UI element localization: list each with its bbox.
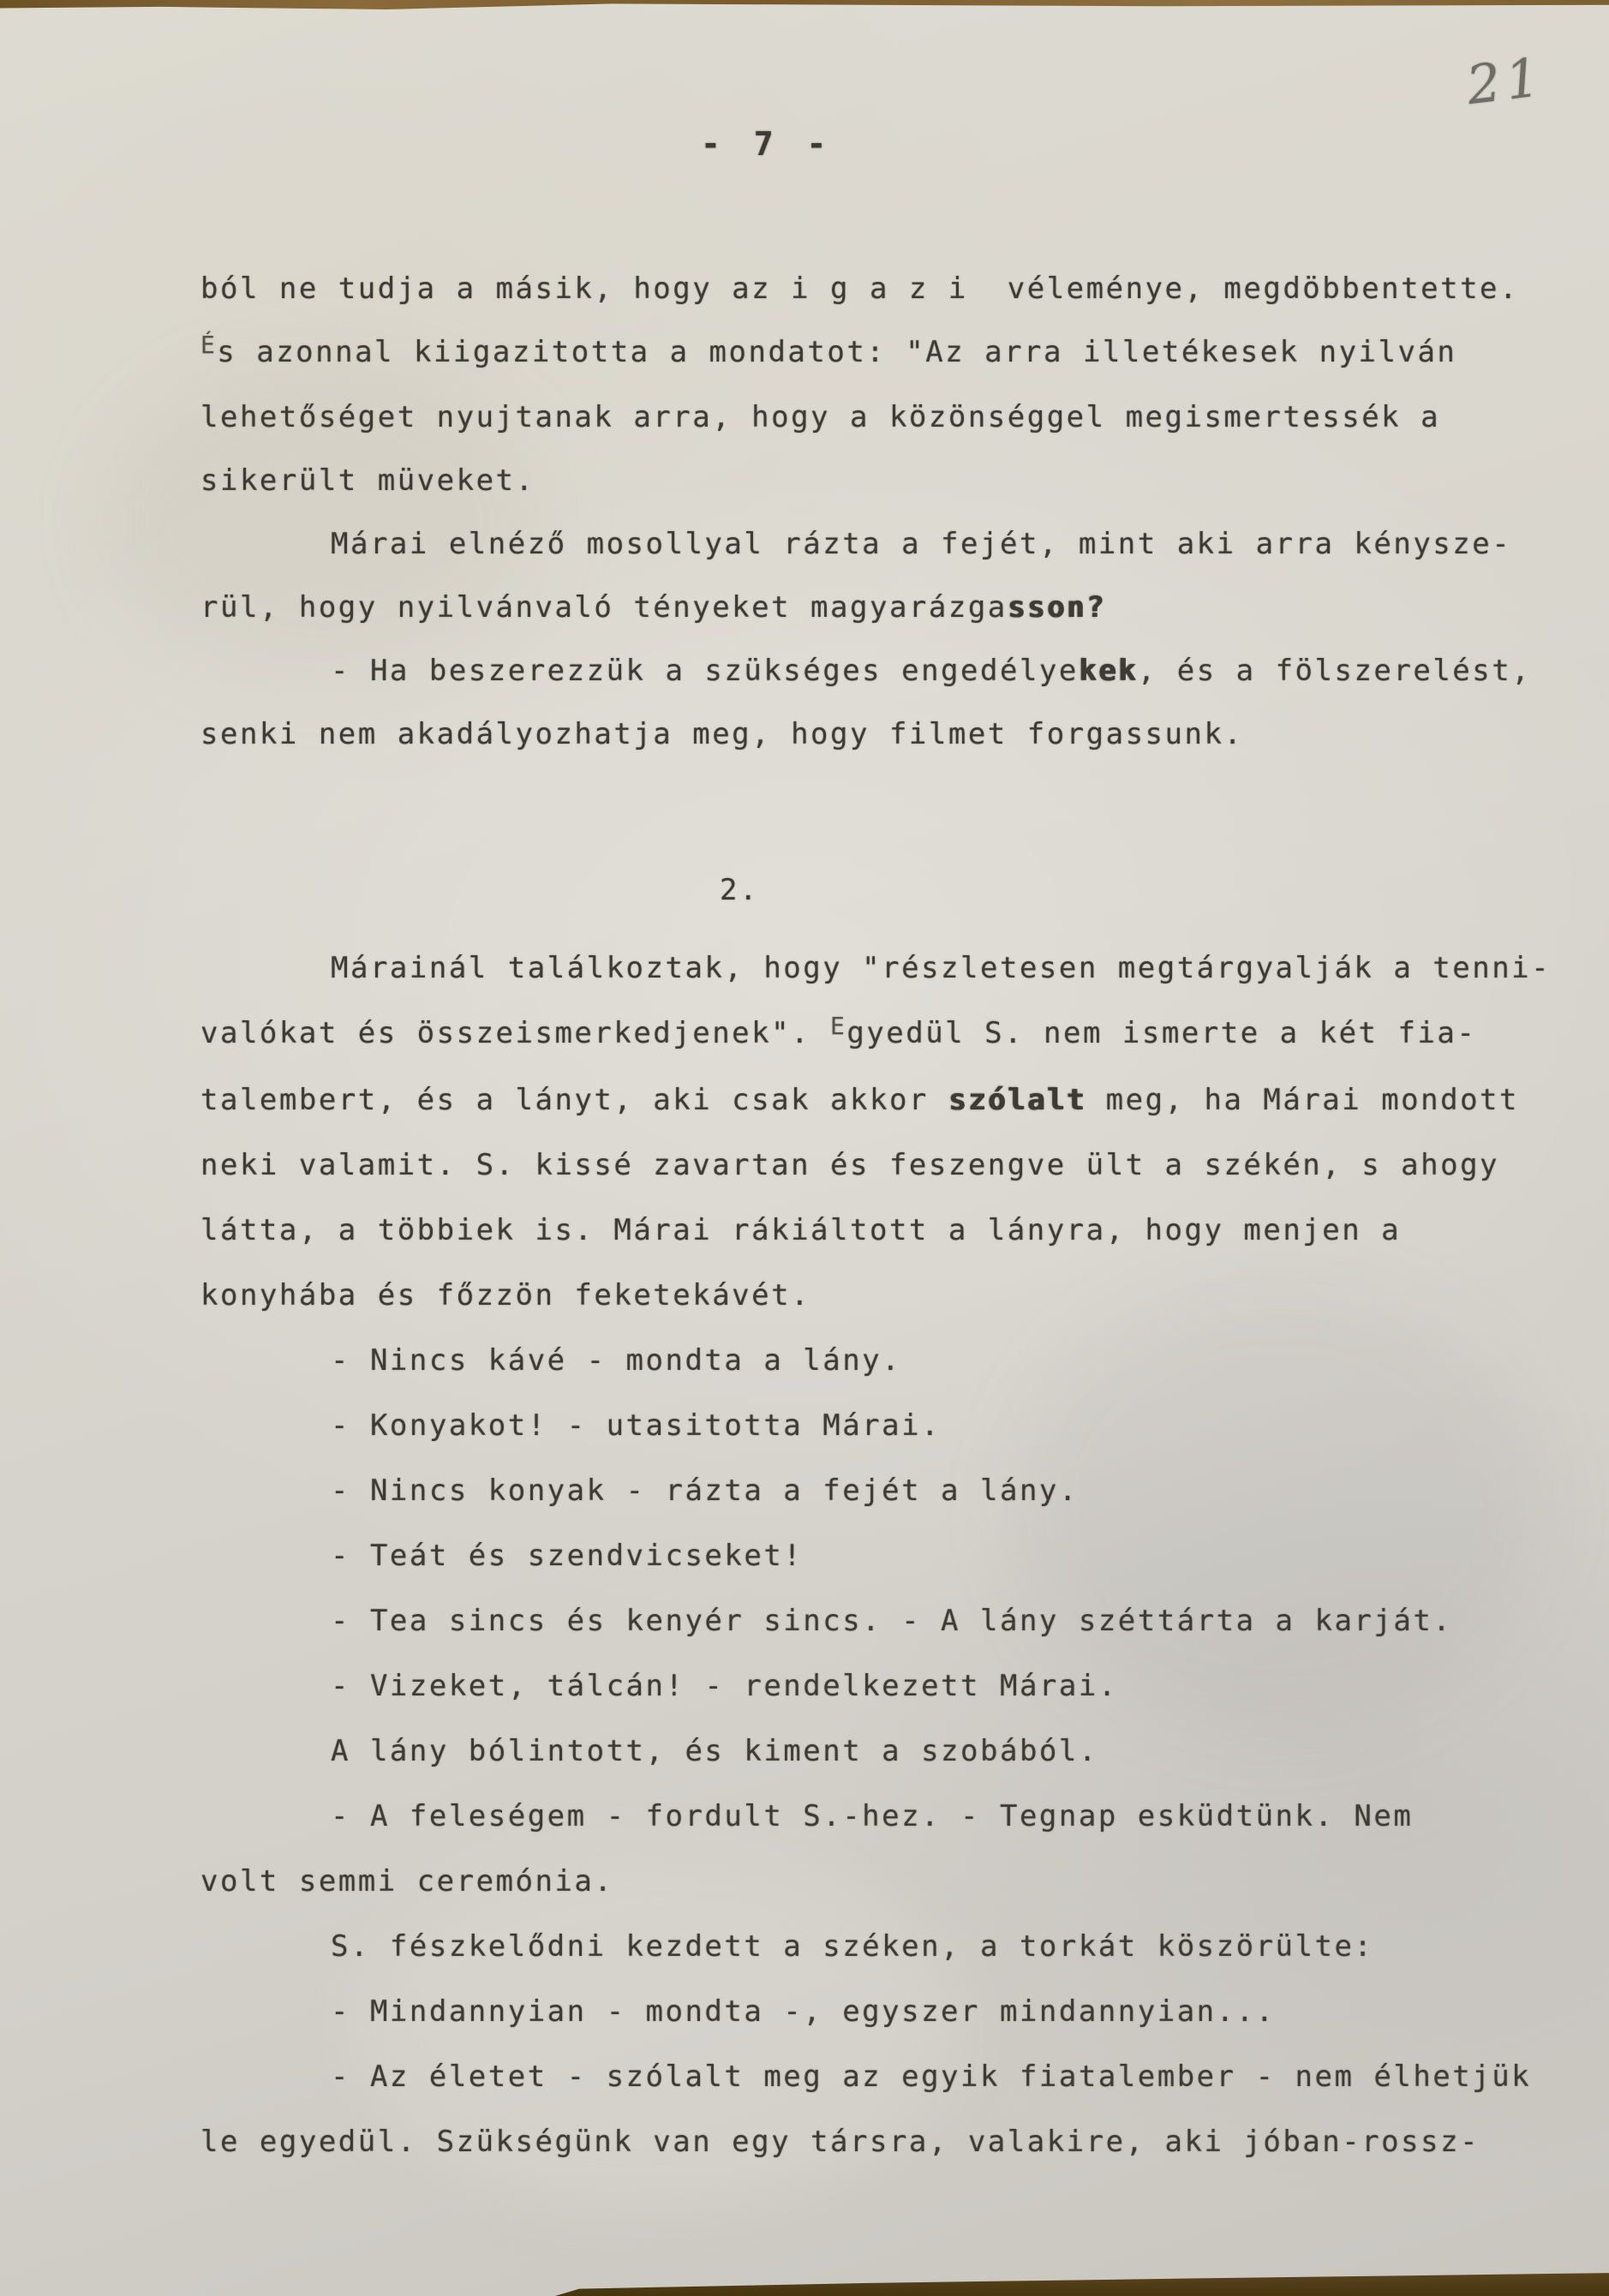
typed-text: - Konyakot! - utasitotta Márai. bbox=[331, 1408, 942, 1443]
typed-text: - Nincs kávé - mondta a lány. bbox=[331, 1343, 902, 1378]
typed-text: ból ne tudja a másik, hogy az i g a z i véleménye, megdöbbentette. bbox=[200, 272, 1519, 306]
typed-line bbox=[200, 512, 1580, 576]
overstruck-text: kek bbox=[1078, 654, 1138, 688]
typed-line bbox=[200, 449, 1580, 512]
typed-text: volt semmi ceremónia. bbox=[200, 1864, 614, 1898]
typed-line bbox=[200, 1393, 1580, 1458]
typed-text: rül, hogy nyilvánvaló tényeket magyarázga bbox=[200, 590, 1008, 625]
typed-line bbox=[200, 2109, 1580, 2174]
typed-line bbox=[200, 1719, 1580, 1784]
typed-text: senki nem akadályozhatja meg, hogy filmet forgassunk. bbox=[200, 717, 1244, 751]
typed-text: meg, ha Márai mondott bbox=[1086, 1083, 1519, 1117]
typed-text: s azonnal kiigazitotta a mondatot: "Az arra illetékesek nyilván bbox=[217, 335, 1457, 369]
typed-text: - A feleségem - fordult S.-hez. - Tegnap esküdtünk. Nem bbox=[331, 1799, 1414, 1833]
typed-line bbox=[200, 320, 1580, 386]
typed-page-number: - 7 - bbox=[701, 125, 834, 163]
typed-text: Márai elnéző mosollyal rázta a fejét, mint aki arra kénysze- bbox=[331, 527, 1512, 561]
typed-line bbox=[200, 1001, 1580, 1067]
typed-text: - Az életet - szólalt meg az egyik fiatalember - nem élhetjük bbox=[331, 2060, 1532, 2094]
typed-line bbox=[200, 576, 1580, 639]
typed-text: - Teát és szendvicseket! bbox=[331, 1539, 804, 1573]
section-number-heading: 2. bbox=[720, 873, 759, 907]
typed-text: S. fészkelődni kezdett a széken, a torkát köszörülte: bbox=[331, 1929, 1374, 1964]
typed-text: neki valamit. S. kissé zavartan és feszengve ült a székén, s ahogy bbox=[200, 1148, 1500, 1182]
typed-line bbox=[200, 1328, 1580, 1393]
typed-line bbox=[200, 1133, 1580, 1198]
typed-line bbox=[200, 2044, 1580, 2109]
typed-text: gyedül S. nem ismerte a két fia- bbox=[846, 1016, 1477, 1050]
typed-text: valókat és összeismerkedjenek". bbox=[200, 1016, 831, 1050]
typed-text: - Mindannyian - mondta -, egyszer mindannyian... bbox=[331, 1994, 1276, 2029]
typed-line bbox=[200, 1849, 1580, 1914]
typed-line bbox=[200, 1588, 1580, 1653]
typed-text: - Tea sincs és kenyér sincs. - A lány széttárta a karját. bbox=[331, 1604, 1453, 1638]
typed-line bbox=[200, 386, 1580, 449]
typed-text: látta, a többiek is. Márai rákiáltott a lányra, hogy menjen a bbox=[200, 1213, 1402, 1247]
typed-text: le egyedül. Szükségünk van egy társra, valakire, aki jóban-rossz- bbox=[200, 2125, 1480, 2159]
table-edge-top bbox=[0, 0, 1609, 9]
typed-line bbox=[200, 1784, 1580, 1849]
typed-text: - Nincs konyak - rázta a fejét a lány. bbox=[331, 1474, 1079, 1508]
typed-line bbox=[200, 1263, 1580, 1328]
typed-line bbox=[200, 936, 1580, 1001]
typed-line bbox=[200, 257, 1580, 320]
paragraph-block bbox=[200, 936, 1580, 2174]
typed-line bbox=[200, 1979, 1580, 2044]
table-edge-bottom bbox=[0, 2260, 1609, 2296]
typed-line bbox=[200, 1914, 1580, 1979]
typed-text: - Ha beszerezzük a szükséges engedélye bbox=[331, 654, 1079, 688]
typed-text-body bbox=[200, 257, 1580, 2174]
paragraph-block bbox=[200, 257, 1580, 766]
typed-line bbox=[200, 1458, 1580, 1523]
misaligned-char: É bbox=[200, 331, 218, 359]
typed-text: - Vizeket, tálcán! - rendelkezett Márai. bbox=[331, 1669, 1118, 1703]
overstruck-text: szólalt bbox=[948, 1083, 1086, 1117]
typed-text: Márainál találkoztak, hogy "részletesen megtárgyalják a tenni- bbox=[331, 951, 1552, 985]
typed-text: konyhába és főzzön feketekávét. bbox=[200, 1278, 811, 1312]
typed-text: , és a fölszerelést, bbox=[1137, 654, 1532, 688]
typed-line bbox=[200, 703, 1580, 766]
typed-text: A lány bólintott, és kiment a szobából. bbox=[331, 1734, 1098, 1768]
typed-text: lehetőséget nyujtanak arra, hogy a közönséggel megismertessék a bbox=[200, 400, 1441, 434]
typed-line bbox=[200, 1523, 1580, 1588]
typed-line bbox=[200, 1198, 1580, 1263]
typed-text: sikerült müveket. bbox=[200, 463, 535, 498]
typed-line bbox=[200, 1067, 1580, 1133]
typed-line bbox=[200, 639, 1580, 703]
handwritten-pencil-number: 21 bbox=[1462, 45, 1549, 117]
misaligned-char: E bbox=[830, 1012, 847, 1040]
overstruck-text: sson? bbox=[1007, 590, 1106, 625]
typed-text: talembert, és a lányt, aki csak akkor bbox=[200, 1083, 948, 1117]
typed-line bbox=[200, 1653, 1580, 1719]
